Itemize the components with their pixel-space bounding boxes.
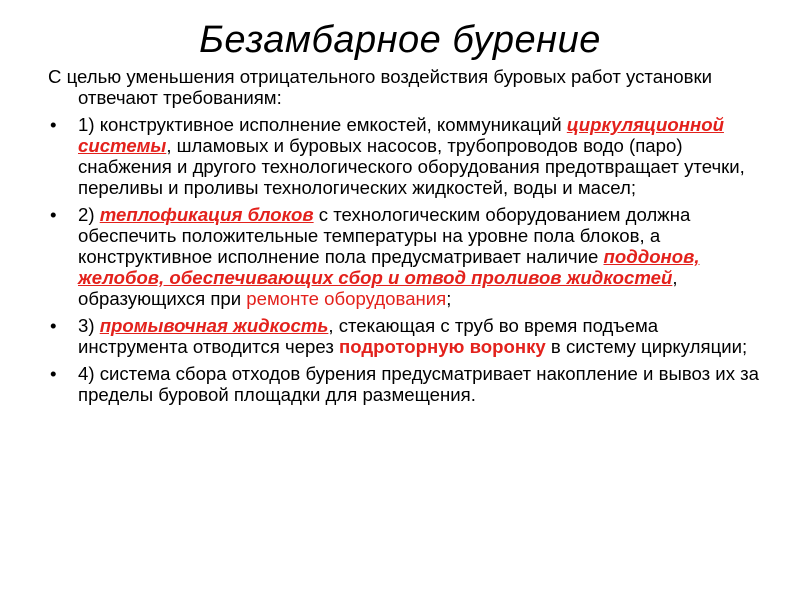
list-item-1	[48, 114, 763, 198]
item-text: 1) конструктивное исполнение емкостей, коммуникаций	[78, 114, 567, 135]
slide-content	[48, 66, 763, 411]
highlight-trays-gutters: поддонов, желобов, обеспечивающих сбор и отвод проливов жидкостей	[78, 246, 700, 288]
item-text: 2)	[78, 204, 100, 225]
item-text: 4) система сбора отходов бурения предусматривает накопление и вывоз их за пределы буровой площадки для размещения.	[78, 363, 760, 405]
bullet-icon: •	[50, 363, 57, 384]
item-text: с технологическим оборудованием должна обеспечить положительные температуры на уровне пола блоков, а конструктивное исполнение пола предусматривает наличие	[78, 204, 691, 267]
item-text: ;	[446, 288, 452, 309]
list-item-4	[48, 363, 763, 405]
highlight-circulation-system: циркуляционной системы	[78, 114, 724, 156]
list-item-3	[48, 315, 763, 357]
bullet-icon: •	[50, 315, 57, 336]
slide-title: Безамбарное бурение	[199, 19, 601, 61]
bullet-icon: •	[50, 204, 57, 225]
highlight-equipment-repair: ремонте оборудования	[246, 288, 447, 309]
item-text: 3)	[78, 315, 100, 336]
highlight-drilling-fluid: промывочная жидкость	[99, 315, 329, 336]
highlight-block-heating: теплофикация блоков	[99, 204, 314, 225]
item-text: , стекающая с труб во время подъема инструмента отводится через	[78, 315, 659, 357]
intro-paragraph: С целью уменьшения отрицательного воздействия буровых работ установки отвечают требованиям:	[48, 66, 713, 108]
item-text: , шламовых и буровых насосов, трубопроводов водо (паро) снабжения и другого технологического оборудования предотвращает утечки, переливы и проливы технологических жидкостей, воды и масел;	[78, 135, 745, 198]
item-text: в систему циркуляции;	[545, 336, 748, 357]
bullet-icon: •	[50, 114, 57, 135]
item-text: , образующихся при	[78, 267, 678, 309]
list-item-2	[48, 204, 763, 309]
highlight-rotor-funnel: подроторную воронку	[339, 336, 546, 357]
